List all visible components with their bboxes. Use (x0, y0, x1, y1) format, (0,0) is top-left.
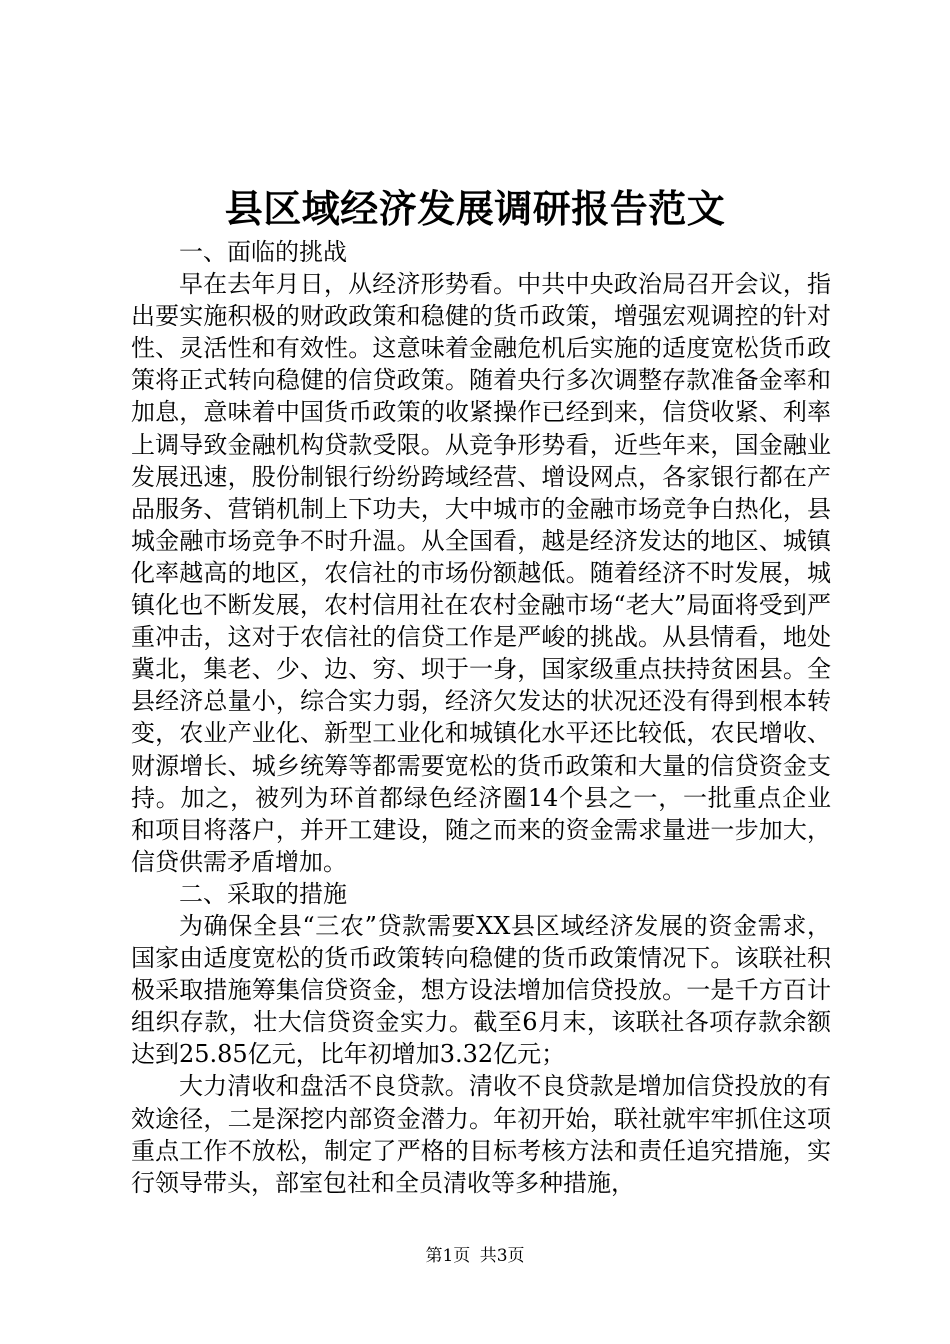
paragraph-measures-1: 为确保全县“三农”贷款需要XX县区域经济发展的资金需求，国家由适度宽松的货币政策转向稳健的货币政策情况下。该联社积极采取措施筹集信贷资金，想方设法增加信贷投放。一是千方百计组织存款，壮大信贷资金实力。截至6月末，该联社各项存款余额达到25.85亿元，比年初增加3.32亿元； (131, 911, 831, 1069)
section-heading-challenges: 一、面临的挑战 (179, 238, 347, 266)
paragraph-challenges: 早在去年月日，从经济形势看。中共中央政治局召开会议，指出要实施积极的财政政策和稳健的货币政策，增强宏观调控的针对性、灵活性和有效性。这意味着金融危机后实施的适度宽松货币政策将正式转向稳健的信贷政策。随着央行多次调整存款准备金率和加息，意味着中国货币政策的收紧操作已经到来，信贷收紧、利率上调导致金融机构贷款受限。从竞争形势看，近些年来，国金融业发展迅速，股份制银行纷纷跨域经营、增设网点，各家银行都在产品服务、营销机制上下功夫，大中城市的金融市场竞争白热化，县城金融市场竞争不时升温。从全国看，越是经济发达的地区、城镇化率越高的地区，农信社的市场份额越低。随着经济不时发展，城镇化也不断发展，农村信用社在农村金融市场“老大”局面将受到严重冲击，这对于农信社的信贷工作是严峻的挑战。从县情看，地处冀北，集老、少、边、穷、坝于一身，国家级重点扶持贫困县。全县经济总量小，综合实力弱，经济欠发达的状况还没有得到根本转变，农业产业化、新型工业化和城镇化水平还比较低，农民增收、财源增长、城乡统筹等都需要宽松的货币政策和大量的信贷资金支持。加之，被列为环首都绿色经济圈14个县之一，一批重点企业和项目将落户，并开工建设，随之而来的资金需求量进一步加大，信贷供需矛盾增加。 (131, 270, 831, 876)
section-heading-measures: 二、采取的措施 (179, 879, 347, 908)
document-body (131, 236, 831, 1199)
page-footer: 第1页 共3页 (425, 1246, 525, 1266)
document-title: 县区域经济发展调研报告范文 (224, 186, 726, 231)
paragraph-measures-2: 大力清收和盘活不良贷款。清收不良贷款是增加信贷投放的有效途径，二是深挖内部资金潜力。年初开始，联社就牢牢抓住这项重点工作不放松，制定了严格的目标考核方法和责任追究措施，实行领导带头，部室包社和全员清收等多种措施， (131, 1072, 831, 1197)
